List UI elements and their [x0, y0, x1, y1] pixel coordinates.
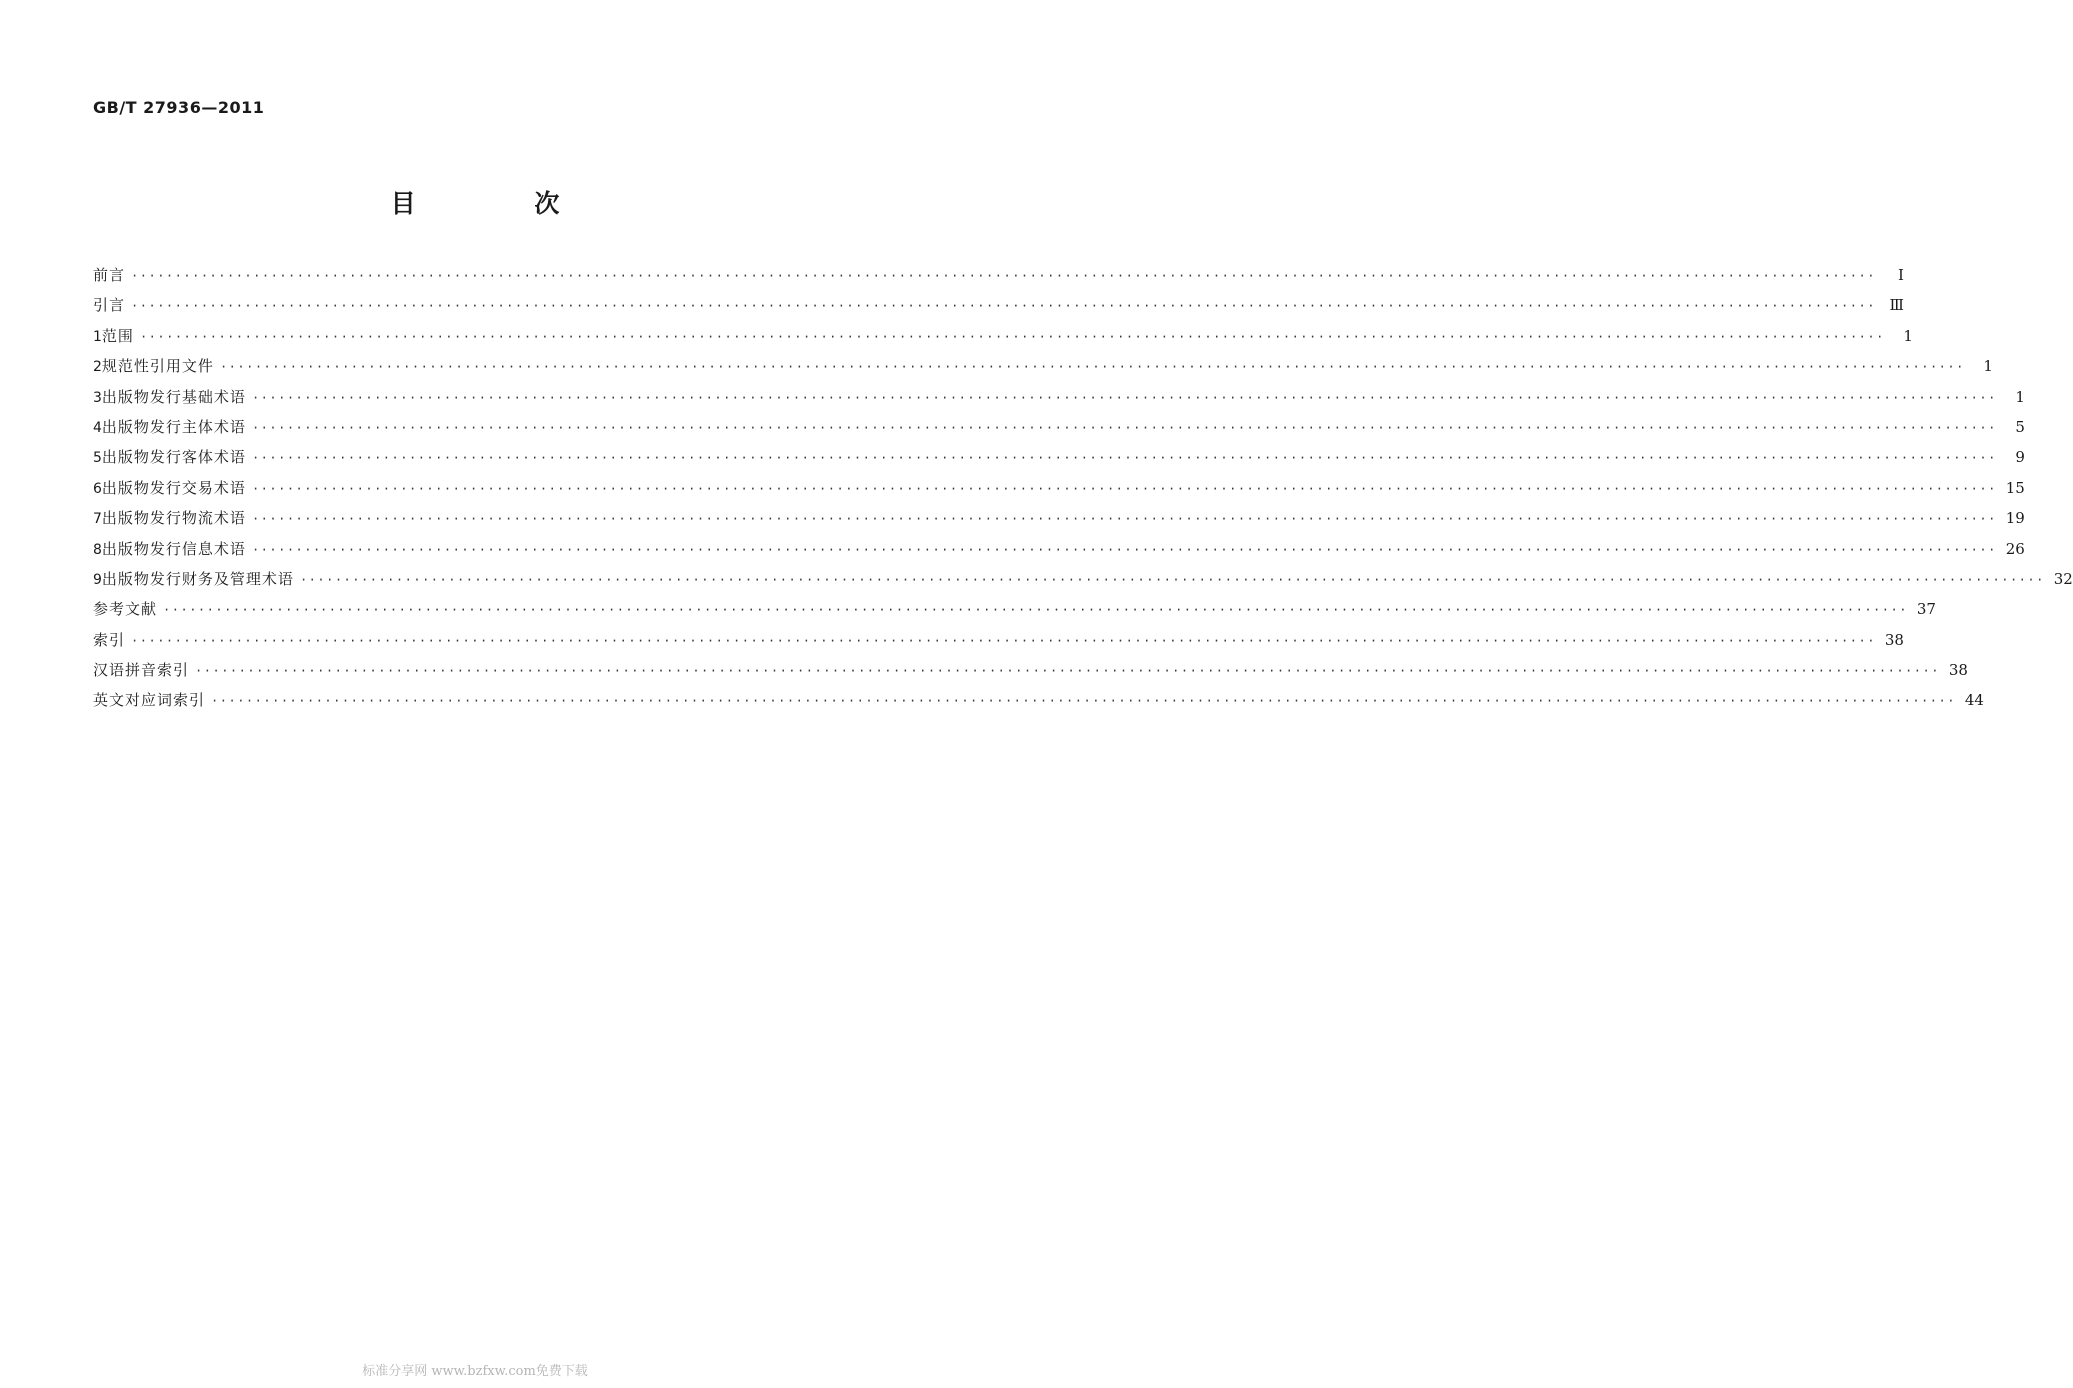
toc-entry-page: 5 — [2015, 417, 2025, 436]
toc-entry-page: 15 — [2005, 478, 2025, 497]
toc-dot-leader: ········································································································································································································ — [299, 572, 2045, 587]
toc-entry-number: 1 — [93, 328, 102, 345]
page-title: 目 次 — [390, 189, 615, 218]
toc-entry-number: 9 — [93, 571, 102, 588]
toc-entry-number: 4 — [93, 419, 102, 436]
toc-entry-title: 出版物发行主体术语 — [101, 417, 246, 436]
toc-entry-page: 44 — [1964, 691, 1984, 710]
toc-entry[interactable] — [93, 325, 1913, 355]
toc-dot-leader: ········································································································································································································ — [131, 299, 1876, 314]
toc-entry[interactable] — [93, 477, 2025, 507]
toc-entry-page: 1 — [1903, 326, 1913, 345]
toc-entry-page: 1 — [2015, 387, 2025, 406]
toc-entry-title: 参考文献 — [93, 600, 158, 619]
toc-dot-leader: ········································································································································································································ — [131, 269, 1876, 283]
toc-dot-leader: ········································································································································································································ — [251, 512, 1997, 527]
toc-dot-leader: ········································································································································································································ — [211, 694, 1956, 709]
toc-entry-title: 索引 — [93, 630, 126, 649]
toc-entry-page: 1 — [1983, 357, 1993, 376]
toc-entry[interactable] — [93, 598, 1936, 628]
toc-entry-number: 3 — [93, 389, 102, 406]
toc-entry-title: 出版物发行基础术语 — [101, 387, 246, 406]
toc-entry-page: 9 — [2015, 448, 2025, 467]
toc-entry-title: 出版物发行财务及管理术语 — [101, 569, 294, 588]
toc-entry-number: 7 — [93, 511, 102, 528]
toc-entry-number: 8 — [93, 541, 102, 558]
toc-entry-title: 出版物发行客体术语 — [101, 448, 246, 467]
toc-entry-title: 前言 — [93, 266, 126, 284]
toc-dot-leader: ········································································································································································································ — [131, 633, 1876, 648]
toc-dot-leader: ········································································································································································································ — [251, 542, 1997, 557]
toc-entry-page: Ⅲ — [1889, 296, 1904, 315]
toc-entry-title: 汉语拼音索引 — [93, 661, 190, 680]
toc-dot-leader: ········································································································································································································ — [139, 329, 1885, 344]
footer-watermark: 标准分享网 www.bzfxw.com免费下载 — [362, 1364, 588, 1379]
toc-entry-title: 规范性引用文件 — [101, 357, 214, 376]
toc-entry-page: 37 — [1916, 600, 1936, 619]
toc-dot-leader: ········································································································································································································ — [251, 420, 1997, 435]
toc-dot-leader: ········································································································································································································ — [251, 481, 1997, 496]
toc-dot-leader: ········································································································································································································ — [251, 390, 1997, 405]
toc-entry-page: Ⅰ — [1898, 266, 1904, 284]
toc-entry-title: 范围 — [101, 326, 134, 345]
toc-entry[interactable] — [93, 659, 1968, 689]
toc-entry-page: 38 — [1948, 661, 1968, 680]
toc-entry[interactable] — [93, 538, 2025, 568]
table-of-contents — [93, 264, 2073, 720]
toc-entry[interactable] — [93, 416, 2025, 446]
toc-entry-page: 26 — [2005, 539, 2025, 558]
toc-entry[interactable] — [93, 568, 2073, 598]
toc-entry[interactable] — [93, 355, 1993, 385]
toc-entry-title: 引言 — [93, 296, 126, 315]
toc-entry-number: 6 — [93, 480, 102, 497]
toc-entry-title: 出版物发行交易术语 — [101, 478, 246, 497]
toc-entry-page: 38 — [1884, 630, 1904, 649]
toc-entry-title: 出版物发行物流术语 — [101, 509, 246, 528]
toc-entry[interactable] — [93, 294, 1904, 324]
toc-entry[interactable] — [93, 629, 1904, 659]
toc-entry-number: 2 — [93, 359, 102, 376]
toc-entry-number: 5 — [93, 450, 102, 467]
toc-entry[interactable] — [93, 446, 2025, 476]
toc-entry-title: 英文对应词索引 — [93, 691, 206, 710]
toc-dot-leader: ········································································································································································································ — [163, 603, 1908, 618]
toc-entry[interactable] — [93, 264, 1904, 294]
toc-dot-leader: ········································································································································································································ — [219, 360, 1965, 375]
standard-code: GB/T 27936—2011 — [93, 98, 265, 117]
toc-entry-title: 出版物发行信息术语 — [101, 539, 246, 558]
toc-entry[interactable] — [93, 507, 2025, 537]
toc-entry[interactable] — [93, 386, 2025, 416]
toc-entry-page: 32 — [2053, 569, 2073, 588]
toc-entry[interactable] — [93, 689, 1984, 719]
toc-entry-page: 19 — [2005, 509, 2025, 528]
toc-dot-leader: ········································································································································································································ — [251, 451, 1997, 466]
toc-dot-leader: ········································································································································································································ — [195, 664, 1940, 679]
